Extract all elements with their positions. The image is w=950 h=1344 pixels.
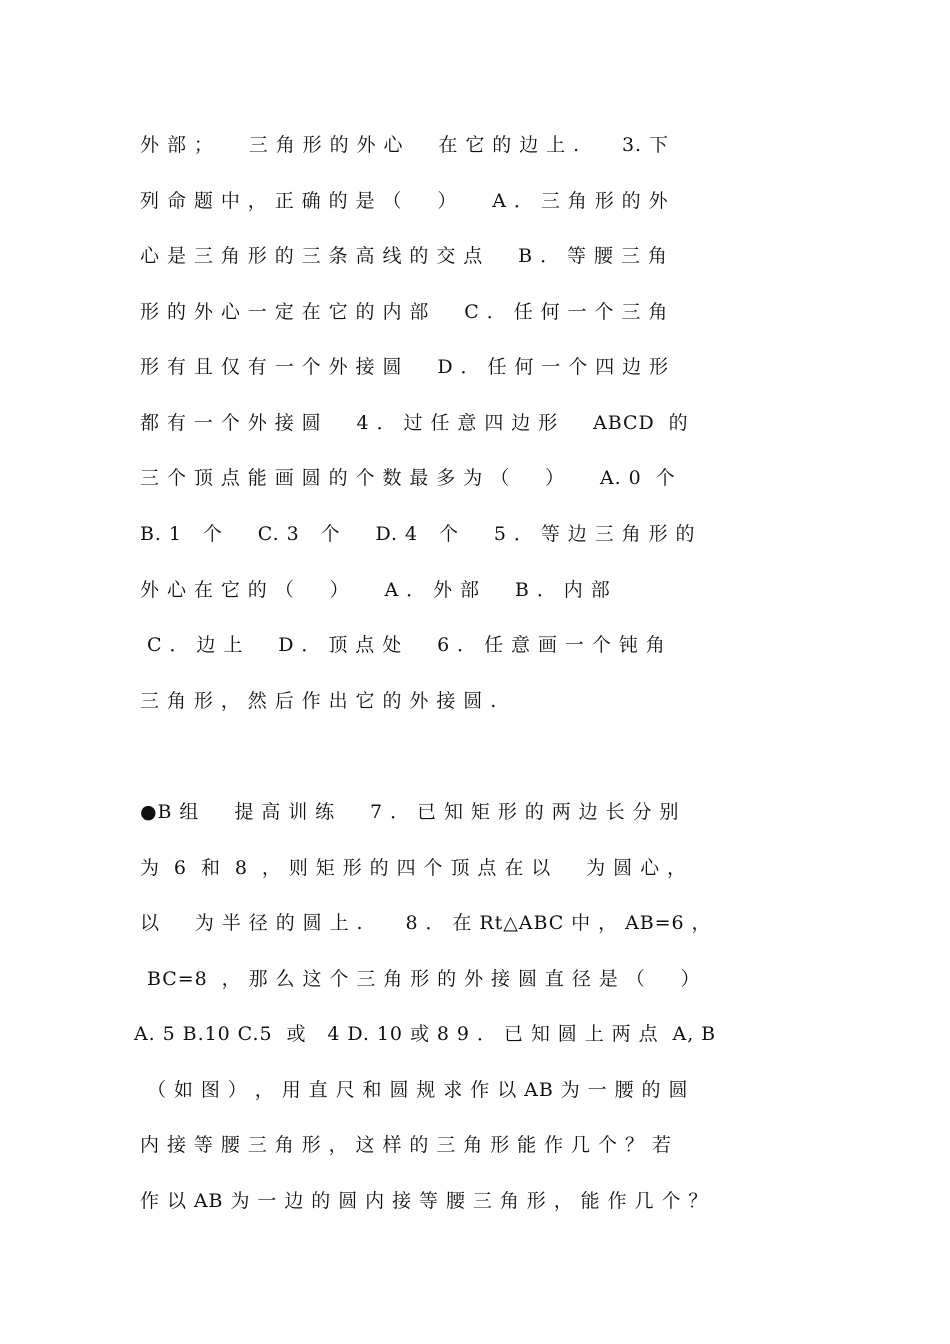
text-line: 为 6 和 8 ， 则 矩 形 的 四 个 顶 点 在 以 为 圆 心 ， [140,857,687,879]
text-line: 内 接 等 腰 三 角 形 ， 这 样 的 三 角 形 能 作 几 个 ？ 若 [140,1134,672,1156]
text-line: 列 命 题 中 ， 正 确 的 是 （ ） A ． 三 角 形 的 外 [140,190,669,212]
text-line: 外 心 在 它 的 （ ） A ． 外 部 B ． 内 部 [140,579,611,601]
text-line: A. 5 B.10 C.5 或 4 D. 10 或 8 9 ． 已 知 圆 上 两 点 A, B [134,1023,717,1045]
text-line: 都 有 一 个 外 接 圆 4 ． 过 任 意 四 边 形 ABCD 的 [140,412,689,434]
text-line: 形 有 且 仅 有 一 个 外 接 圆 D ． 任 何 一 个 四 边 形 [140,356,670,378]
text-line: 心 是 三 角 形 的 三 条 高 线 的 交 点 B ． 等 腰 三 角 [140,245,668,267]
text-line: C ． 边 上 D ． 顶 点 处 6 ． 任 意 画 一 个 钝 角 [140,634,666,656]
text-line: 外 部 ； 三 角 形 的 外 心 在 它 的 边 上 . 3. 下 [140,134,669,156]
text-line: （ 如 图 ） ， 用 直 尺 和 圆 规 求 作 以 AB 为 一 腰 的 圆 [140,1079,689,1101]
text-line: 作 以 AB 为 一 边 的 圆 内 接 等 腰 三 角 形 ， 能 作 几 个 ？ [140,1190,709,1212]
text-line: 三 个 顶 点 能 画 圆 的 个 数 最 多 为 （ ） A. 0 个 [140,467,676,489]
text-line: 三 角 形 ， 然 后 作 出 它 的 外 接 圆 . [140,690,498,712]
text-line: 以 为 半 径 的 圆 上 . 8 ． 在 Rt△ABC 中 ， AB=6 ， [140,912,712,934]
text-line: B. 1 个 C. 3 个 D. 4 个 5 ． 等 边 三 角 形 的 [140,523,696,545]
text-line: BC=8 ， 那 么 这 个 三 角 形 的 外 接 圆 直 径 是 （ ） [140,968,701,990]
text-line: 形 的 外 心 一 定 在 它 的 内 部 C ． 任 何 一 个 三 角 [140,301,669,323]
section-heading-line: ●B 组 提 高 训 练 7 ． 已 知 矩 形 的 两 边 长 分 别 [140,801,680,823]
